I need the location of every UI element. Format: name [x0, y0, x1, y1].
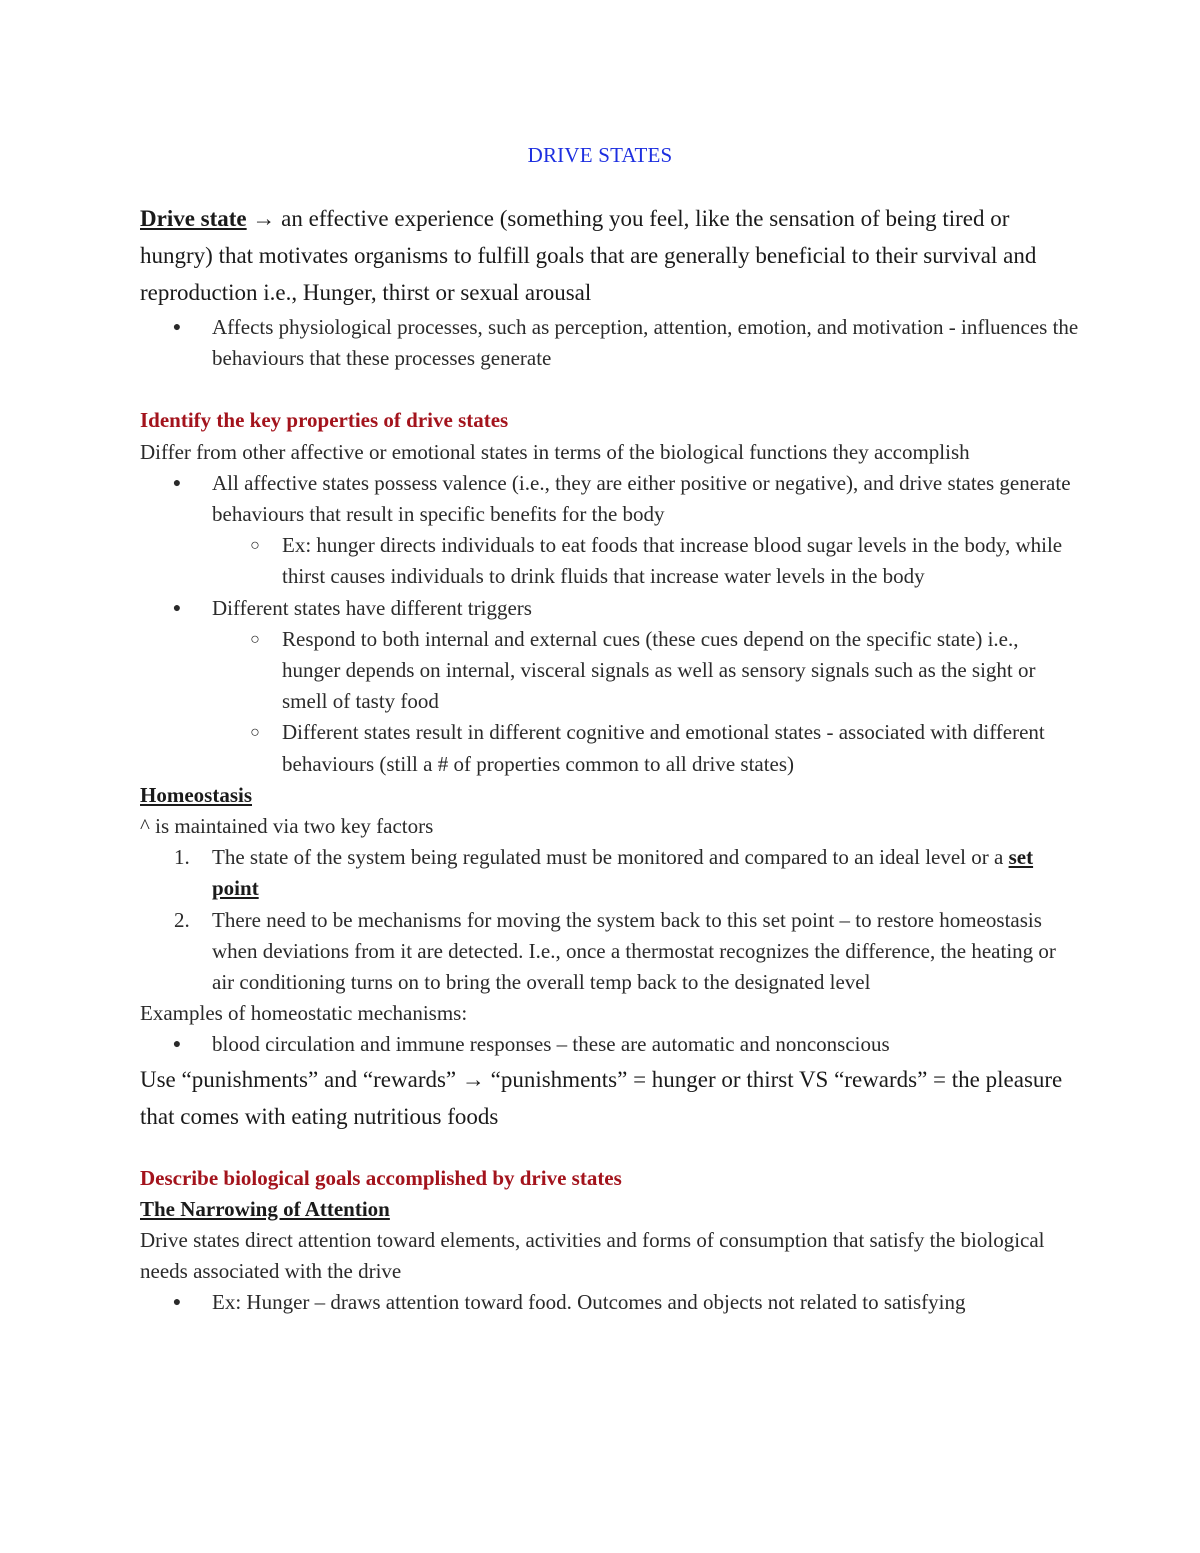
item-number: 1.	[174, 845, 190, 870]
bullet-icon: ●	[172, 1037, 182, 1053]
numbered-item	[140, 905, 1080, 999]
section-heading-key-properties: Identify the key properties of drive states	[140, 408, 509, 433]
list-item-text: All affective states possess valence (i.e., they are either positive or negative), and drive states generate behaviours that result in specific benefits for the body	[212, 470, 1071, 527]
numbered-item-text: The state of the system being regulated must be monitored and compared to an ideal level or a	[212, 845, 1009, 870]
sub-list-item-text: Different states result in different cognitive and emotional states - associated with different behaviours (still a # of properties common to all drive states)	[282, 720, 1045, 776]
drive-state-term: Drive state	[140, 206, 247, 231]
punishments-rewards-note: Use “punishments” and “rewards” → “punishments” = hunger or thirst VS “rewards” = the pleasure that comes with eating nutritious foods	[140, 1066, 1063, 1129]
document-body	[140, 312, 1080, 1319]
list-item-text: Different states have different triggers	[212, 595, 532, 620]
intro-paragraph	[140, 200, 1070, 311]
examples-label: Examples of homeostatic mechanisms:	[140, 1001, 468, 1026]
circle-bullet-icon: ○	[250, 630, 260, 648]
sub-list-item	[140, 530, 1080, 592]
bullet-icon: ●	[172, 600, 182, 616]
list-item-text: Affects physiological processes, such as perception, attention, emotion, and motivation - influences the behaviours that these processes generate	[212, 315, 1079, 371]
circle-bullet-icon: ○	[250, 724, 260, 742]
narrowing-attention-heading: The Narrowing of Attention	[140, 1196, 390, 1221]
drive-state-definition: → an effective experience (something you feel, like the sensation of being tired or hungry) that motivates organisms to fulfill goals that are generally beneficial to their survival and reproduction i.e., Hunger, thirst or sexual arousal	[140, 206, 1037, 305]
bullet-icon: ●	[172, 1295, 182, 1311]
sub-list-item-text: Respond to both internal and external cues (these cues depend on the specific state) i.e., hunger depends on internal, visceral signals as well as sensory signals such as the sight or smell of tasty food	[282, 626, 1036, 714]
list-item	[140, 1287, 1080, 1318]
examples-list	[140, 1029, 1080, 1060]
homeostasis-heading: Homeostasis	[140, 782, 252, 807]
attention-list	[140, 1287, 1080, 1318]
spacer	[140, 374, 1080, 405]
homeostasis-text: ^ is maintained via two key factors	[140, 814, 434, 839]
numbered-item	[140, 842, 1080, 904]
item-number: 2.	[174, 907, 190, 932]
intro-bullet-list	[140, 312, 1080, 374]
list-item	[140, 468, 1080, 530]
list-item	[140, 1029, 1080, 1060]
list-item	[140, 312, 1080, 374]
circle-bullet-icon: ○	[250, 537, 260, 555]
bullet-icon: ●	[172, 320, 182, 335]
section-text: Differ from other affective or emotional states in terms of the biological functions they accomplish	[140, 439, 970, 464]
section-text: Drive states direct attention toward elements, activities and forms of consumption that satisfy the biological needs associated with the drive	[140, 1228, 1045, 1284]
page-title: DRIVE STATES	[527, 143, 673, 167]
key-properties-list	[140, 468, 1080, 780]
sub-list-item	[140, 624, 1080, 718]
list-item-text: Ex: Hunger – draws attention toward food. Outcomes and objects not related to satisfying	[212, 1290, 966, 1315]
sub-list-item-text: Ex: hunger directs individuals to eat foods that increase blood sugar levels in the body, while thirst causes individuals to drink fluids that increase water levels in the body	[282, 533, 1063, 589]
set-point-term: set point	[212, 845, 1034, 901]
homeostasis-numbered-list	[140, 842, 1080, 998]
bullet-icon: ●	[172, 475, 182, 491]
list-item	[140, 593, 1080, 624]
numbered-item-text: There need to be mechanisms for moving the system back to this set point – to restore homeostasis when deviations from it are detected. I.e., once a thermostat recognizes the difference, the heating or air conditioning turns on to bring the overall temp back to the designated level	[212, 907, 1056, 995]
section-heading-biological-goals: Describe biological goals accomplished by drive states	[140, 1165, 622, 1190]
list-item-text: blood circulation and immune responses – these are automatic and nonconscious	[212, 1032, 890, 1057]
spacer	[140, 1135, 1080, 1163]
sub-list-item	[140, 717, 1080, 779]
